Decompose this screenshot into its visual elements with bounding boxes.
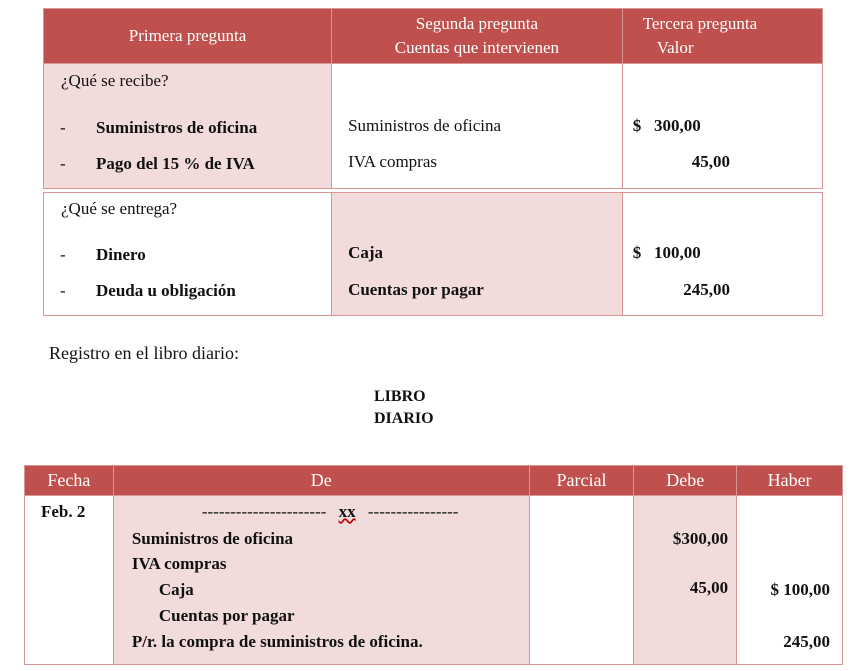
receive-dash-2: - bbox=[60, 154, 66, 173]
header-haber: Haber bbox=[737, 466, 843, 496]
header-tercera bbox=[622, 9, 822, 64]
separator-right: ---------------- bbox=[367, 502, 459, 521]
receive-question: ¿Qué se recibe? bbox=[61, 71, 169, 90]
receive-account-2: IVA compras bbox=[348, 152, 437, 171]
receive-value-1: $ 300,00 bbox=[632, 116, 701, 135]
deliver-concepts-cell bbox=[44, 193, 332, 316]
receive-values-cell bbox=[622, 64, 822, 189]
entry-date-cell bbox=[25, 496, 114, 665]
header-primera-label: Primera pregunta bbox=[128, 26, 247, 45]
journal-entry-row bbox=[25, 496, 843, 665]
haber-value-1: $ 100,00 bbox=[770, 580, 830, 599]
separator-mark: xx bbox=[338, 502, 356, 521]
deliver-values-cell bbox=[622, 193, 822, 316]
header-segunda-line2: Cuentas que intervienen bbox=[394, 38, 560, 57]
header-tercera-line2: Valor bbox=[656, 38, 694, 57]
journal-table bbox=[24, 465, 843, 665]
entry-line-1: Suministros de oficina bbox=[131, 529, 294, 548]
receive-account-1: Suministros de oficina bbox=[348, 116, 502, 135]
book-title-line1: LIBRO bbox=[374, 388, 426, 405]
entry-description-cell bbox=[113, 496, 529, 665]
haber-value-2: 245,00 bbox=[783, 632, 830, 651]
header-primera bbox=[44, 9, 332, 64]
header-parcial: Parcial bbox=[529, 466, 634, 496]
deliver-accounts-cell bbox=[332, 193, 623, 316]
receive-concept-1: Suministros de oficina bbox=[96, 118, 258, 137]
separator-left: ---------------------- bbox=[201, 502, 327, 521]
deliver-value-1: $ 100,00 bbox=[632, 243, 701, 262]
intro-text: Registro en el libro diario: bbox=[49, 343, 239, 363]
deliver-row bbox=[44, 193, 823, 316]
header-segunda-line1: Segunda pregunta bbox=[415, 14, 539, 33]
journal-header-row bbox=[25, 466, 843, 496]
entry-line-2: IVA compras bbox=[131, 554, 227, 573]
entry-separator bbox=[202, 502, 459, 522]
book-title bbox=[374, 386, 434, 430]
entry-line-5: P/r. la compra de suministros de oficina. bbox=[131, 632, 423, 651]
receive-concepts-cell bbox=[44, 64, 332, 189]
deliver-account-2: Cuentas por pagar bbox=[348, 280, 484, 299]
receive-row bbox=[44, 64, 823, 189]
header-debe: Debe bbox=[634, 466, 737, 496]
entry-parcial-cell bbox=[529, 496, 634, 665]
receive-accounts-cell bbox=[332, 64, 623, 189]
entry-line-3: Caja bbox=[158, 580, 194, 599]
questions-header-row bbox=[44, 9, 823, 64]
deliver-dash-1: - bbox=[60, 245, 66, 264]
header-segunda bbox=[332, 9, 623, 64]
entry-haber-cell bbox=[737, 496, 843, 665]
header-tercera-line1: Tercera pregunta bbox=[642, 14, 758, 33]
receive-value-2: 45,00 bbox=[691, 152, 730, 171]
header-fecha: Fecha bbox=[25, 466, 114, 496]
receive-dash-1: - bbox=[60, 118, 66, 137]
deliver-value-2: 245,00 bbox=[683, 280, 730, 299]
deliver-dash-2: - bbox=[60, 281, 66, 300]
deliver-concept-2: Deuda u obligación bbox=[96, 281, 236, 300]
entry-line-4: Cuentas por pagar bbox=[158, 606, 295, 625]
header-de: De bbox=[113, 466, 529, 496]
deliver-concept-1: Dinero bbox=[96, 245, 146, 264]
debe-value-1: $300,00 bbox=[672, 529, 729, 548]
questions-table bbox=[43, 8, 823, 316]
book-title-line2: DIARIO bbox=[374, 410, 434, 427]
deliver-account-1: Caja bbox=[348, 243, 384, 262]
receive-concept-2: Pago del 15 % de IVA bbox=[96, 154, 255, 173]
entry-date: Feb. 2 bbox=[41, 502, 86, 521]
entry-debe-cell bbox=[634, 496, 737, 665]
deliver-question: ¿Qué se entrega? bbox=[61, 199, 178, 218]
debe-value-2: 45,00 bbox=[689, 578, 729, 597]
